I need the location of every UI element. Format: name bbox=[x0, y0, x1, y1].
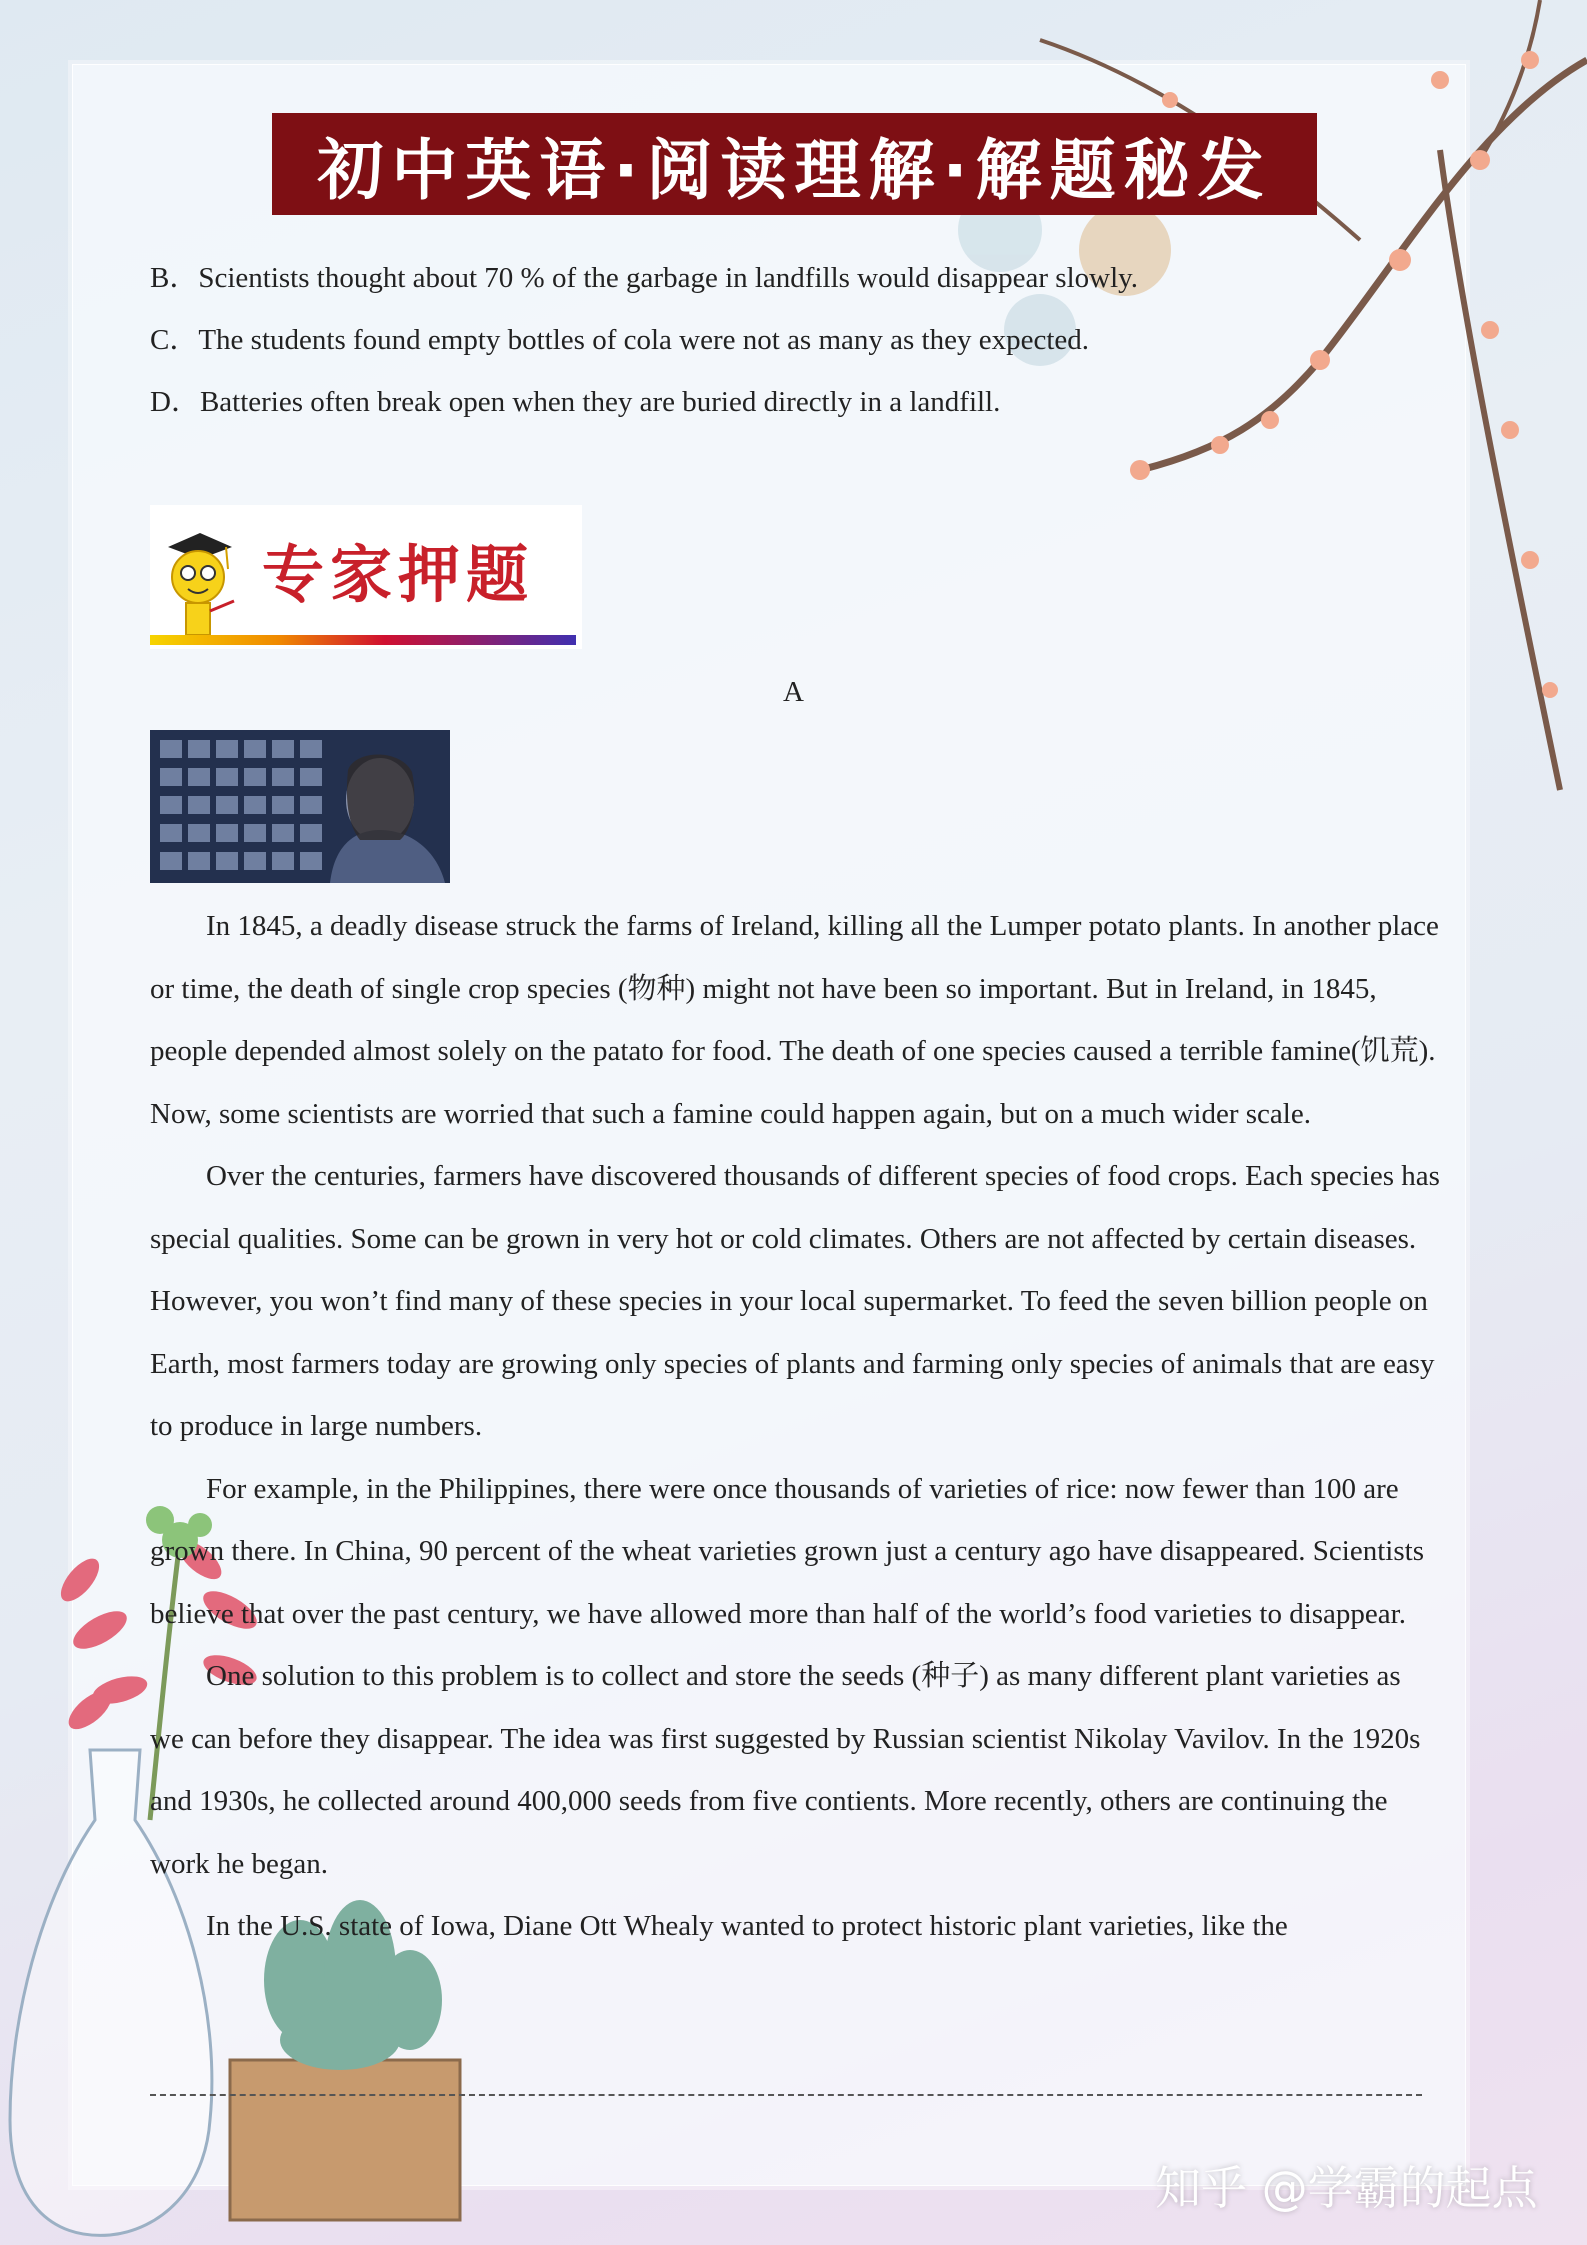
page-title-banner bbox=[272, 113, 1317, 215]
article-paragraph: In the U.S. state of Iowa, Diane Ott Whealy wanted to protect historic plant varieties, like the bbox=[206, 1910, 1288, 1942]
article-paragraph: Over the centuries, farmers have discovered thousands of different species of food crops. Each species has special qualities. Some can be grown in very hot or cold climates. Others are not affected by certain diseases. However, you won’t find many of these species in your local supermarket. To feed the seven billion people on Earth, most farmers today are growing only species of plants and farming only species of animals that are easy to produce in large numbers. bbox=[150, 1160, 1440, 1442]
expert-prediction-badge bbox=[150, 505, 582, 649]
article-paragraph: For example, in the Philippines, there were once thousands of varieties of rice: now fewer than 100 are grown there. In China, 90 percent of the wheat varieties grown just a century ago have disappeared. Scientists believe that over the past century, we have allowed more than half of the world’s food varieties to disappear. bbox=[150, 1472, 1424, 1630]
option-c: C．The students found empty bottles of cola were not as many as they expected. bbox=[150, 324, 1090, 356]
badge-stripe bbox=[150, 635, 576, 645]
article-paragraph: One solution to this problem is to collect and store the seeds (种子) as many different plant varieties as we can before they disappear. The idea was first suggested by Russian scientist Nikolay Vavilov. In the 1920s and 1930s, he collected around 400,000 seeds from five contients. More recently, others are continuing the work he began. bbox=[150, 1660, 1421, 1880]
page-footer-divider bbox=[150, 2094, 1422, 2096]
article-body bbox=[150, 895, 1440, 1958]
page-title: 初中英语·阅读理解·解题秘发 bbox=[317, 131, 1272, 209]
graduate-mascot-icon bbox=[160, 525, 236, 643]
seed-vault-photo-image bbox=[150, 730, 450, 883]
article-photo bbox=[150, 730, 450, 883]
option-d: D．Batteries often break open when they are buried directly in a landfill. bbox=[150, 386, 1001, 418]
article-paragraph: In 1845, a deadly disease struck the farms of Ireland, killing all the Lumper potato plants. In another place or time, the death of single crop species (物种) might not have been so important. But in Ireland, in 1845, people depended almost solely on the patato for food. The death of one species caused a terrible famine(饥荒). Now, some scientists are worried that such a famine could happen again, but on a much wider scale. bbox=[150, 910, 1439, 1130]
option-b: B．Scientists thought about 70 % of the garbage in landfills would disappear slowly. bbox=[150, 262, 1138, 294]
section-heading: A bbox=[783, 676, 804, 708]
badge-label: 专家押题 bbox=[262, 538, 535, 611]
watermark: 知乎 @学霸的起点 bbox=[1155, 2161, 1538, 2215]
